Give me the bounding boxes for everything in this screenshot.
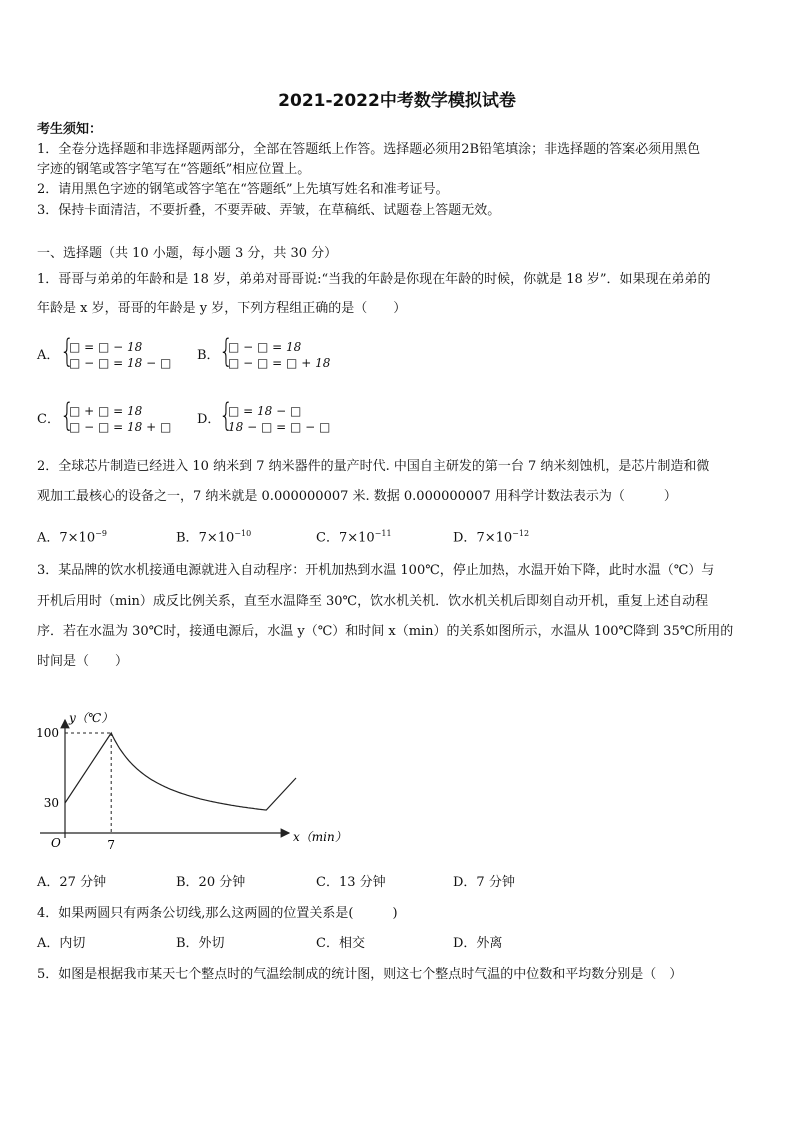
- x-axis-label: x（min）: [293, 830, 347, 844]
- q4-option-b: B．外切: [176, 936, 225, 951]
- q3-option-a: A．27 分钟: [37, 875, 107, 890]
- q2-option-b: B．$7\times 10^{-10}$: [176, 529, 252, 546]
- q2-option-a: A．$7\times 10^{-9}$: [37, 529, 107, 546]
- q3-option-b: B．20 分钟: [176, 875, 246, 890]
- equation: □ − □ = 18 − □: [69, 356, 172, 370]
- q3-option-c: C．13 分钟: [316, 875, 386, 890]
- notice-item: 2．请用黑色字迹的钢笔或答字笔在“答题纸”上先填写姓名和准考证号。: [37, 182, 449, 197]
- equation: □ = □ − 18: [69, 340, 143, 354]
- q5-stem-line: 5．如图是根据我市某天七个整点时的气温绘制成的统计图，则这七个整点时气温的中位数和平均数分别是（ ）: [37, 967, 683, 982]
- equation: □ − □ = 18 + □: [69, 420, 172, 434]
- equation: □ + □ = 18: [69, 404, 143, 418]
- y-tick-label: 100: [36, 726, 59, 740]
- notice-item: 3．保持卡面清洁，不要折叠，不要弄破、弄皱，在草稿纸、试题卷上答题无效。: [37, 203, 501, 218]
- q3-temperature-graph: [30, 675, 347, 865]
- q1-option-b-label: B．: [197, 348, 220, 363]
- q4-option-d: D．外离: [453, 936, 503, 951]
- equation: □ = 18 − □: [228, 404, 302, 418]
- equation: □ − □ = □ + 18: [228, 356, 331, 370]
- q2-option-c: C．$7\times 10^{-11}$: [316, 529, 392, 546]
- q1-option-c-label: C．: [37, 412, 60, 427]
- equation: 18 − □ = □ − □: [228, 420, 331, 434]
- q2-stem-line: 观加工最核心的设备之一，7 纳米就是 0.000000007 米. 数据 0.000000007 用科学计数法表示为（ ）: [37, 489, 677, 504]
- x-tick-label: 7: [107, 838, 116, 852]
- page-title: 2021-2022中考数学模拟试卷: [278, 91, 516, 111]
- q1-stem-line: 1．哥哥与弟弟的年龄和是 18 岁，弟弟对哥哥说:“当我的年龄是你现在年龄的时候，你就是 18 岁”．如果现在弟弟的: [37, 272, 711, 287]
- q2-option-d: D．$7\times 10^{-12}$: [453, 529, 530, 546]
- origin-label: O: [51, 836, 61, 850]
- notice-heading: 考生须知：: [37, 122, 103, 137]
- q3-stem-line: 序．若在水温为 30℃时，接通电源后，水温 y（℃）和时间 x（min）的关系如图所示，水温从 100℃降到 35℃所用的: [37, 624, 734, 639]
- q1-option-d-label: D．: [197, 412, 221, 427]
- y-tick-label: 30: [43, 796, 59, 810]
- q4-option-c: C．相交: [316, 936, 365, 951]
- equation: □ − □ = 18: [228, 340, 302, 354]
- q3-stem-line: 3．某品牌的饮水机接通电源就进入自动程序：开机加热到水温 100℃，停止加热，水温开始下降，此时水温（℃）与: [37, 563, 715, 578]
- q4-option-a: A．内切: [37, 936, 86, 951]
- q1-stem-line: 年龄是 x 岁，哥哥的年龄是 y 岁，下列方程组正确的是（ ）: [37, 301, 407, 316]
- q3-option-d: D．7 分钟: [453, 875, 515, 890]
- exam-page: 2021-2022中考数学模拟试卷 考生须知： 1．全卷分选择题和非选择题两部分，全部在答题纸上作答。选择题必须用2B铅笔填涂；非选择题的答案必须用黑色 字迹的钢笔或答字笔写在“答题纸”相应位置上。 2．请用黑色字迹的钢笔或答字笔在“答题纸”上先填写姓名和准考证号。 3．保持卡面清洁，不要折叠，不要弄破、弄皱，在草稿纸、试题卷上答题无效。 一、选择题（共 10 小题，每小题 3 分，共 30 分） 1．哥哥与弟弟的年龄和是 18 岁，弟弟对哥哥说:“当我的年龄是你现在年龄的时候，你就是 18 岁”．如果现在弟弟的 年龄是 x 岁，哥哥的年龄是 y 岁，下列方程组正确的是（ ） A． { □ = □ − 18 □ − □ = 18 − □ B． { □ − □ = 18 □ − □ = □ + 18 C． { □ + □ = 18 □ − □ = 18 + □ D． { □ = 18 − □ 18 − □ = □ − □ 2．全球芯片制造已经进入 10 纳米到 7 纳米器件的量产时代. 中国自主研发的第一台 7 纳米刻蚀机，是芯片制造和微 观加工最核心的设备之一，7 纳米就是 0.000000007 米. 数据 0.000000007 用科学计数法表示为（ ） A．$7\times 10^{-9}$ B．$7\times 10^{-10}$ C．$7\times 10^{-11}$ D．$7\times 10^{-12}$ 3．某品牌的饮水机接通电源就进入自动程序：开机加热到水温 100℃，停止加热，水温开始下降，此时水温（℃）与 开机后用时（min）成反比例关系，直至水温降至 30℃，饮水机关机．饮水机关机后即刻自动开机，重复上述自动程 序．若在水温为 30℃时，接通电源后，水温 y（℃）和时间 x（min）的关系如图所示，水温从 100℃降到 35℃所用的 时间是（ ） y（℃） x（min） O 30 100 7 A．27 分钟 B．20 分钟 C．13 分钟 D．7 分钟 4．如果两圆只有两条公切线,那么这两圆的位置关系是( ) A．内切 B．外切 C．相交 D．外离 5．如图是根据我市某天七个整点时的气温绘制成的统计图，则这七个整点时气温的中位数和平均数分别是（ ）: [0, 0, 794, 1123]
- section-heading: 一、选择题（共 10 小题，每小题 3 分，共 30 分）: [37, 246, 338, 261]
- q3-stem-line: 开机后用时（min）成反比例关系，直至水温降至 30℃，饮水机关机．饮水机关机后即刻自动开机，重复上述自动程: [37, 594, 709, 609]
- q4-stem-line: 4．如果两圆只有两条公切线,那么这两圆的位置关系是( ): [37, 906, 398, 921]
- q3-stem-line: 时间是（ ）: [37, 654, 129, 669]
- notice-item: 字迹的钢笔或答字笔写在“答题纸”相应位置上。: [37, 162, 311, 177]
- y-axis-label: y（℃）: [69, 711, 114, 725]
- notice-item: 1．全卷分选择题和非选择题两部分，全部在答题纸上作答。选择题必须用2B铅笔填涂；非选择题的答案必须用黑色: [37, 142, 701, 157]
- q1-option-a-label: A．: [37, 348, 60, 363]
- temperature-curve: [65, 733, 296, 810]
- q2-stem-line: 2．全球芯片制造已经进入 10 纳米到 7 纳米器件的量产时代. 中国自主研发的第一台 7 纳米刻蚀机，是芯片制造和微: [37, 459, 710, 474]
